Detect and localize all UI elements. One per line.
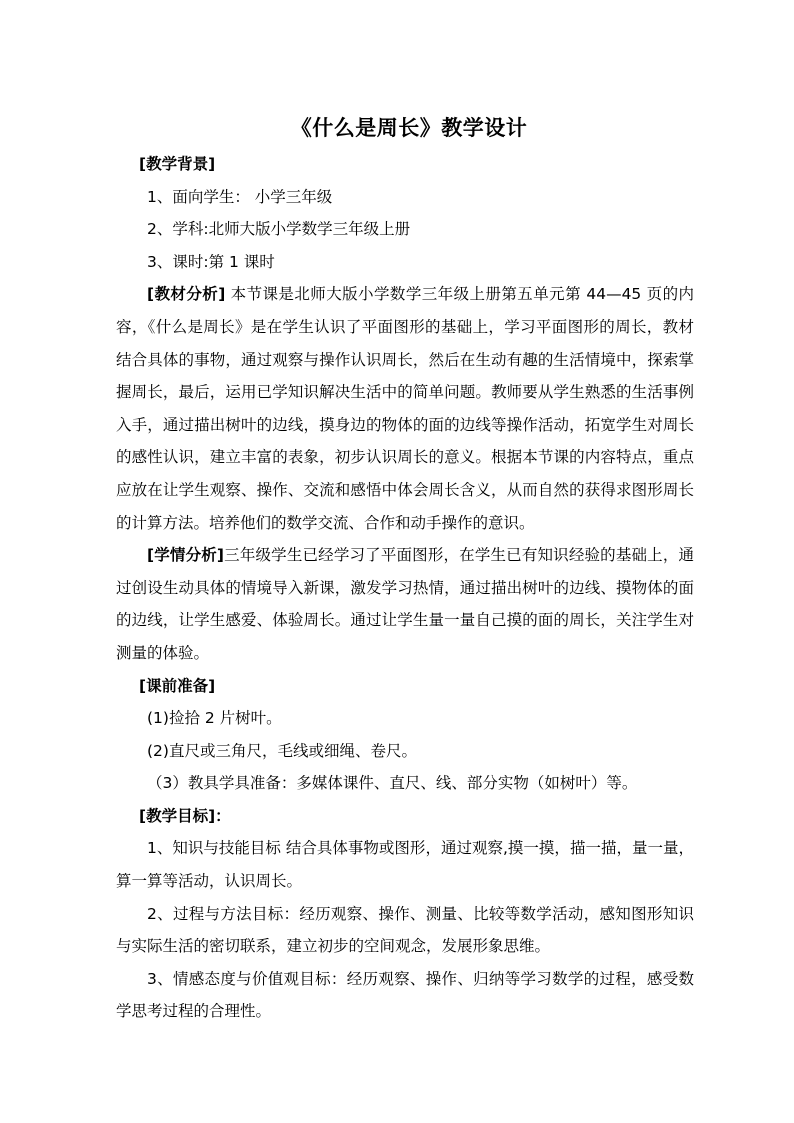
document-body	[116, 108, 694, 1028]
goals-item-3: 3、情感态度与价值观目标：经历观察、操作、归纳等学习数学的过程，感受数学思考过程的合理性。	[116, 969, 694, 1021]
preparation-item-1: (1)捡拾 2 片树叶。	[147, 709, 282, 728]
goals-item-1: 1、知识与技能目标 结合具体事物或图形，通过观察,摸一摸，描一描，量一量，算一算等活动，认识周长。	[116, 839, 694, 891]
material-analysis-heading: [教材分析]	[147, 285, 226, 304]
preparation-item-2: (2)直尺或三角尺，毛线或细绳、卷尺。	[147, 741, 417, 760]
background-item-2: 2、学科:北师大版小学数学三年级上册	[147, 220, 411, 239]
background-item-3: 3、课时:第 1 课时	[147, 252, 275, 271]
student-analysis-paragraph	[116, 539, 694, 669]
background-item-1: 1、面向学生： 小学三年级	[147, 187, 333, 206]
material-analysis-paragraph	[116, 278, 694, 539]
preparation-heading: [课前准备]	[139, 676, 216, 695]
material-analysis-text: 本节课是北师大版小学数学三年级上册第五单元第 44—45 页的内容，《什么是周长》是在学生认识了平面图形的基础上，学习平面图形的周长，教材结合具体的事物，通过观察与操作认识周长，然后在生动有趣的生活情境中，探索掌握周长，最后，运用已学知识解决生活中的简单问题。教师要从学生熟悉的生活事例入手，通过描出树叶的边线，摸身边的物体的面的边线等操作活动，拓宽学生对周长的感性认识，建立丰富的表象，初步认识周长的意义。根据本节课的内容特点，重点应放在让学生观察、操作、交流和感悟中体会周长含义，从而自然的获得求图形周长的计算方法。培养他们的数学交流、合作和动手操作的意识。	[116, 285, 694, 532]
student-analysis-text: 三年级学生已经学习了平面图形，在学生已有知识经验的基础上，通过创设生动具体的情境导入新课，激发学习热情，通过描出树叶的边线、摸物体的面的边线，让学生感爱、体验周长。通过让学生量一量自己摸的面的周长，关注学生对测量的体验。	[116, 546, 694, 662]
student-analysis-heading: [学情分析]	[147, 546, 224, 565]
goals-heading: [教学目标]：	[139, 806, 231, 825]
preparation-item-3: （3）教具学具准备：多媒体课件、直尺、线、部分实物（如树叶）等。	[147, 774, 638, 793]
background-heading: [教学背景]	[139, 155, 216, 173]
document-title: 《什么是周长》教学设计	[290, 116, 528, 140]
goals-item-2: 2、过程与方法目标：经历观察、操作、测量、比较等数学活动，感知图形知识与实际生活的密切联系，建立初步的空间观念，发展形象思维。	[116, 904, 694, 956]
